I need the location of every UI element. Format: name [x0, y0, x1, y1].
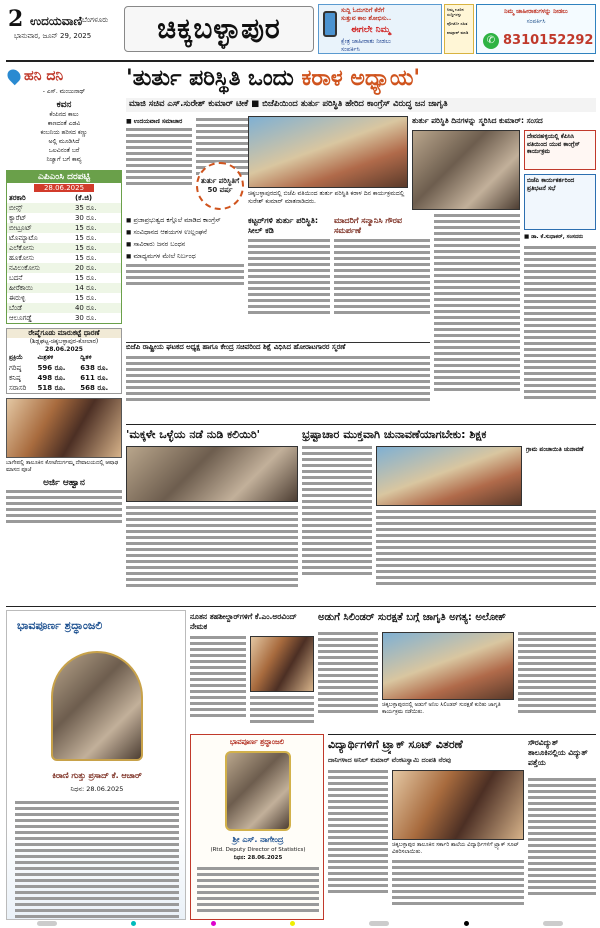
paper-name: ಉದಯವಾಣಿ: [30, 14, 83, 28]
rate-item: ಕ್ಯಾರೆಟ್: [9, 213, 27, 222]
lead-photo: [248, 116, 408, 188]
bullet-text: ಪ್ರಜಾಪ್ರಭುತ್ವದ ಕಗ್ಗೊಲೆ ಮಾಡಿದ ಕಾಂಗ್ರೆಸ್: [133, 216, 221, 224]
rate-item: ಬೀನ್ಸ್: [9, 203, 23, 212]
phone-graphic-icon: [323, 11, 337, 37]
row4-sub: ದಾನಿಗಳಾದ ಅನಿಲ್ ಕುಮಾರ್ ವೆಂಕಟಸ್ವಾಮಿ ದಂಪತಿ ನೆರವು: [328, 756, 452, 764]
brand-row: [6, 66, 122, 88]
reg-mark-icon: [211, 921, 216, 926]
obit2-text: [197, 867, 319, 915]
silk-row-name: ಕನಿಷ್ಠ: [9, 373, 21, 382]
row2-left-head: 'ಮಕ್ಕಳೇ ಒಳ್ಳೆಯ ನಡೆ ನುಡಿ ಕಲಿಯಿರಿ': [126, 428, 261, 441]
rate-price: 15 ರೂ.: [74, 233, 97, 242]
headline-part-b: ಕರಾಳ ಅಧ್ಯಾಯ': [301, 66, 421, 91]
brand-title: ಹನಿ ದನಿ: [24, 68, 64, 84]
lead-bottom-strip: ಬಿಜೆಪಿ ರಾಷ್ಟ್ರೀಯ ಘಟಕದ ಅಧ್ಯಕ್ಷ ಹಾಗೂ ಕೇಂದ್ರ ಸಚಿವರಿಂದ ಶಿಕ್ಷೆ ವಿಧಿಸಿದ ಹೋರಾಟಗಾರರ ಸ್ಮರಣೆ: [126, 342, 430, 354]
silk-table: [7, 353, 121, 393]
silk-date: 28.06.2025: [45, 346, 83, 353]
rate-item: ಆಲೂಗಡ್ಡೆ: [9, 313, 32, 322]
row4-side-text: [528, 778, 596, 920]
row3-col-text-2: [250, 696, 314, 732]
masthead-ad-2: [444, 4, 474, 54]
reg-mark-icon: [290, 921, 295, 926]
row2-left-text: [126, 506, 298, 602]
poem-line: ಅಲ್ಲಿ ಮೂಡಿಸಿದೆ: [48, 138, 80, 145]
silk-row-name: ಗರಿಷ್ಠ: [9, 363, 22, 372]
reg-mark-icon: [543, 921, 563, 926]
right-box2: [524, 174, 596, 230]
silk-head: ಮಿಶ್ರತಳಿ: [37, 354, 54, 361]
rate-head-item: ತರಕಾರಿ: [9, 193, 26, 202]
masthead-rule: [6, 60, 594, 62]
poem-title: ಕವನ: [56, 100, 72, 110]
lead-headline: [126, 66, 596, 96]
obit1-date: ನಿಧನ: 28.06.2025: [70, 785, 124, 793]
badge-text: ತುರ್ತು ಪರಿಸ್ಥಿತಿಗೆ 50 ವರ್ಷ: [200, 177, 240, 194]
obit1-text: [15, 801, 179, 921]
rate-price: 15 ರೂ.: [74, 273, 97, 282]
inset1-head: ಕಟ್ಟರ್‌ಗಳಿ ತುರ್ತು ಪರಿಸ್ಥಿತಿ: ಸೀಲ್ ಕಡಿ: [248, 216, 319, 235]
row3-main-text-2: [518, 632, 596, 730]
brand-sub: - ಎಸ್. ಮಂಜುನಾಥ್: [42, 88, 86, 95]
right-text: [434, 214, 520, 420]
ad1-line: ಸಂಪರ್ಕಿಸಿ: [341, 46, 360, 53]
lead-badge: [196, 162, 244, 210]
obit2-name: ಶ್ರೀ ಎಸ್. ನಾಗೇಂದ್ರ: [232, 835, 284, 844]
ad1-line: ಈಗಲೇ ನಿಮ್ಮ: [351, 25, 391, 35]
masthead: [0, 0, 600, 66]
rate-item: ಬೆಂಡೆ: [9, 303, 22, 312]
poem-line: ಕಾಣದಂತೆ ಎಡವಿ: [47, 120, 81, 127]
obit2: [190, 734, 324, 920]
rate-price: 14 ರೂ.: [74, 283, 97, 292]
lead-bullets: [126, 216, 244, 328]
poem-line: ಕೆಂಪಿನದ ಕಾಲು: [49, 111, 79, 118]
rate-price: 15 ರೂ.: [74, 243, 97, 252]
silk-row-name: ಸರಾಸರಿ: [9, 383, 27, 392]
ad2-line: ನಿಮ್ಮ ಊರಿನ ಸುದ್ದಿಗಳನ್ನು: [447, 7, 464, 17]
right-photo: [412, 130, 520, 210]
row3-main-head: ಅಡುಗೆ ಸಿಲಿಂಡರ್ ಸುರಕ್ಷತೆ ಬಗ್ಗೆ ಜಾಗೃತಿ ಅಗತ್ಯ: ಅಲೋಕ್: [318, 612, 506, 623]
bullet-text: ಸಾವಿರಾರು ಜನರ ಬಂಧನ: [133, 240, 186, 248]
row3-main-photo: [382, 632, 514, 700]
ad3-line: ಸಂಪರ್ಕಿಸಿ: [526, 18, 546, 25]
phone-number: 8310152292: [503, 33, 594, 48]
silk-head: ಪ್ರಕ್ರಿಯೆ: [9, 354, 23, 361]
rate-title: ಎಪಿಎಂಸಿ ದರಪಟ್ಟಿ: [7, 171, 121, 183]
left-column: [6, 66, 122, 606]
rate-price: 20 ರೂ.: [74, 263, 97, 272]
obit2-portrait: [225, 751, 291, 831]
obit1-title: ಭಾವಪೂರ್ಣ ಶ್ರದ್ಧಾಂಜಲಿ: [17, 619, 103, 632]
right-byline: ■ ಡಾ. ಕೆ.ಸುಧಾಕರ್, ಸಂಸದರು: [524, 234, 584, 240]
registration-marks: [0, 918, 600, 928]
rate-price: 15 ರೂ.: [74, 223, 97, 232]
bullet: ◼ ಪ್ರಜಾಪ್ರಭುತ್ವದ ಕಗ್ಗೊಲೆ ಮಾಡಿದ ಕಾಂಗ್ರೆಸ್: [126, 216, 221, 224]
right-headline: ತುರ್ತು ಪರಿಸ್ಥಿತಿ ದಿನಗಳನ್ನು ಸ್ಮರಿಸಿದ ಕುಮಾರ್: ಸಂಸದ: [412, 116, 543, 125]
headline-part-a: 'ತುರ್ತು ಪರಿಸ್ಥಿತಿ ಒಂದು: [126, 66, 302, 91]
rate-price: 30 ರೂ.: [74, 213, 97, 222]
lead-bottom-text: [126, 356, 430, 422]
right-box2-text: ಬಿಜೆಪಿ ಕಾರ್ಯಕರ್ತರಿಂದ ಪ್ರತಿಭಟನೆ ಸಭೆ: [527, 177, 575, 192]
lead-subhead: ಮಾಜಿ ಸಚಿವ ಎಸ್.ಸುರೇಶ್ ಕುಮಾರ್ ಟೀಕೆ ■ ಬಿಜೆಪಿಯಿಂದ ತುರ್ತು ಪರಿಸ್ಥಿತಿ ಹೇರಿದ ಕಾಂಗ್ರೆಸ್ ವಿರುದ್ಧ ಜನ ಜಾಗೃತಿ: [126, 98, 596, 112]
rate-table: [7, 193, 121, 323]
masthead-ad-1: [318, 4, 442, 54]
page-number: 2: [8, 6, 24, 32]
rate-item: ಟೊಮ್ಯಾಟೊ: [9, 233, 38, 242]
ad3-line: ನಿಮ್ಮ ಜಾಹೀರಾತುಗಳನ್ನು ನೀಡಲು: [504, 8, 568, 15]
silk-box: [6, 328, 122, 394]
obit2-role: (Rtd. Deputy Director of Statistics): [210, 847, 306, 853]
ad2-line: ಫೋಟೋ ಸಹಿತ: [447, 21, 468, 26]
poem-line: ನಿಜ್ವಾಗೆ ಬಗೆ ಕಾವ್ಯ: [46, 156, 82, 163]
district-title: ಚಿಕ್ಕಬಳ್ಳಾಪುರ: [157, 12, 281, 45]
silk-val: 498 ರೂ.: [37, 373, 66, 382]
obit2-title: ಭಾವಪೂರ್ಣ ಶ್ರದ್ಧಾಂಜಲಿ: [229, 738, 285, 746]
row3-col-head: ನೂತನ ತಹಶೀಲ್ದಾರ್‌ಗಳಿಗೆ ಕೆ.ಎಂ.ಅರವಿಂದ್ ನೇಮಕ: [190, 612, 297, 631]
silk-sub: (ಶಿಡ್ಲಘಟ್ಟ-ಚಿಕ್ಕಬಳ್ಳಾಪುರ-ಕೋಲಾರ): [29, 338, 99, 345]
rate-price: 15 ರೂ.: [74, 253, 97, 262]
date: ಭಾನುವಾರ, ಜೂನ್ 29, 2025: [14, 32, 92, 40]
silk-val: 596 ರೂ.: [37, 363, 66, 372]
rate-item: ಬದನೆ: [9, 273, 23, 282]
whatsapp-icon: ✆: [483, 33, 499, 49]
silk-val: 638 ರೂ.: [80, 363, 109, 372]
lead-photo-caption: ಚಿಕ್ಕಬಳ್ಳಾಪುರದಲ್ಲಿ ಬಿಜೆಪಿ ವತಿಯಿಂದ ತುರ್ತು ಪರಿಸ್ಥಿತಿ ಕರಾಳ ದಿನ ಕಾರ್ಯಕ್ರಮದಲ್ಲಿ ಸುರೇಶ್ ಕುಮಾರ್ ಮಾತನಾಡಿದರು.: [248, 190, 405, 205]
row2-right-head: ಭ್ರಷ್ಟಾಚಾರ ಮುಕ್ತವಾಗಿ ಚುನಾವಣೆಯಾಗಬೇಕು: ಶಿಕ್ಷಕ: [302, 428, 487, 441]
drop-icon: [5, 67, 23, 85]
inset1: [248, 216, 330, 340]
silk-val: 568 ರೂ.: [80, 383, 109, 392]
rate-item: ಹೂಕೋಸು: [9, 253, 35, 262]
bullet: ◼ ಸಾವಿರಾರು ಜನರ ಬಂಧನ: [126, 240, 186, 248]
row2-right-col-head: ಗ್ರಾಮ ಪಂಚಾಯಿತಿ ಚುನಾವಣೆ: [526, 446, 584, 453]
reg-mark-icon: [369, 921, 389, 926]
silk-head: ದ್ವಿತಳಿ: [80, 354, 92, 361]
ad1-line: ಕ್ಷೇತ್ರ ಜಾಹೀರಾತು ನೀಡಲು: [341, 38, 391, 45]
inset2: [334, 216, 430, 340]
rate-date: 28.06.2025: [34, 184, 94, 192]
rate-item: ನವಿಲುಕೋಸು: [9, 263, 41, 272]
row3-main-text: [318, 632, 378, 730]
reg-mark-icon: [131, 921, 136, 926]
text-lines: [6, 490, 122, 523]
obit1: [6, 610, 186, 920]
row4-photo: [392, 770, 524, 840]
reg-mark-icon: [37, 921, 57, 926]
bullet-text: ಸಂವಿಧಾನದ ಆಶಯಗಳ ಉಲ್ಲಂಘನೆ: [133, 228, 207, 236]
poem-line: ಒಲವಿನಂತೆ ಬರೆ: [48, 147, 80, 154]
row4-text-2: [392, 860, 524, 920]
row2-right-text-2: [376, 510, 596, 602]
poll-title: ಅರ್ಜಿ ಆಹ್ವಾನ: [43, 478, 85, 488]
temple-photo: [6, 398, 122, 458]
rate-price: 35 ರೂ.: [74, 203, 97, 212]
rate-head-unit: (ಕೆ.ಜಿ): [74, 193, 93, 202]
rate-item: ಎಲೆಕೋಸು: [9, 243, 35, 252]
silk-val: 611 ರೂ.: [80, 373, 109, 382]
rate-box: [6, 170, 122, 324]
ad1-line: ಸುತ್ತುವ ಕಾಲ ಶೋಭಿಸು..: [341, 15, 392, 22]
obit1-portrait: [51, 651, 143, 761]
rate-price: 15 ರೂ.: [74, 293, 97, 302]
district-banner: [124, 6, 314, 52]
row3-main-caption: ಚಿಕ್ಕಬಳ್ಳಾಪುರದಲ್ಲಿ ಅಡುಗೆ ಅನಿಲ ಸಿಲಿಂಡರ್ ಸುರಕ್ಷತೆ ಕುರಿತು ಜಾಗೃತಿ ಕಾರ್ಯಕ್ರಮ ನಡೆಯಿತು.: [382, 702, 501, 715]
silk-title: ರೇಷ್ಮೆಗೂಡು ಮಾರುಕಟ್ಟೆ ಧಾರಣೆ: [7, 329, 121, 338]
temple-caption: ಬಾಗೇಪಲ್ಲಿ ತಾಲೂಕಿನ ಕೋಟೆದುರ್ಗಮ್ಮ ದೇವಾಲಯದಲ್ಲಿ ಆಷಾಢ ಮಾಸದ ಪೂಜೆ: [6, 460, 119, 473]
row4-head: ವಿದ್ಯಾರ್ಥಿಗಳಿಗೆ ಟ್ರ್ಯಾಕ್ ಸೂಟ್ ವಿತರಣೆ: [328, 738, 463, 751]
row4-text: [328, 770, 388, 920]
dateline: ■ ಉದಯವಾಣಿ ಸಮಾಚಾರ: [126, 118, 183, 125]
rate-item: ಬೀಟ್ರೂಟ್: [9, 223, 32, 232]
row3-rule: [6, 606, 596, 607]
row4-rule: [328, 734, 596, 735]
bullet: ◼ ಸಂವಿಧಾನದ ಆಶಯಗಳ ಉಲ್ಲಂಘನೆ: [126, 228, 207, 236]
row3-col-photo: [250, 636, 314, 692]
bullet: ◼ ಮಾಧ್ಯಮಗಳ ಮೇಲೆ ನಿರ್ಬಂಧ: [126, 252, 196, 260]
row3-col-text: [190, 636, 246, 732]
right-box1-text: ದೇವನಹಳ್ಳಿಯಲ್ಲಿ ಕೆಪಿಸಿಸಿ ವತಿಯಿಂದ ಯುವ ಕಾಂಗ್ರೆಸ್ ಕಾರ್ಯಕ್ರಮ: [527, 133, 580, 155]
rate-price: 40 ರೂ.: [74, 303, 97, 312]
inset2-head: ಮಾದರಿಗೆ ಸನ್ಮಾನಿಸಿ ಗೌರವ ಸಮರ್ಪಣೆ: [334, 216, 403, 235]
lead-body-col1: [126, 118, 192, 188]
rate-item: ಈರುಳ್ಳಿ: [9, 293, 26, 302]
silk-val: 518 ರೂ.: [37, 383, 66, 392]
row2-rule: [126, 424, 596, 425]
edition: ಬೆಂಗಳೂರು: [82, 16, 109, 24]
poem-line: ಕಂಬನಿಯ ಹರಿಸದ ಕಣ್ಣು: [40, 129, 88, 136]
row4-side-head: ಸೌರವಿದ್ಯುತ್ ತಾಲೂಕಿನಲ್ಲಿಯ ವಿದ್ಯುತ್ ಪತ್ತೆಯ: [528, 738, 588, 767]
right-box1: [524, 130, 596, 170]
row2-right-photo: [376, 446, 522, 506]
ad2-line: ವಾಟ್ಸಾಪ್ ಮಾಡಿ: [447, 30, 469, 35]
ad1-line: ಸುದ್ದಿ ಓದುಗರಿಗೆ ಕೆರೆಗೆ: [341, 7, 385, 14]
bullet-text: ಮಾಧ್ಯಮಗಳ ಮೇಲೆ ನಿರ್ಬಂಧ: [133, 252, 196, 260]
masthead-ad-3: [476, 4, 596, 54]
row2-right-text: [302, 446, 372, 602]
reg-mark-icon: [464, 921, 469, 926]
row4-caption: ಚಿಕ್ಕಬಳ್ಳಾಪುರ ತಾಲೂಕಿನ ಸರ್ಕಾರಿ ಶಾಲೆಯ ವಿದ್ಯಾರ್ಥಿಗಳಿಗೆ ಟ್ರ್ಯಾಕ್ ಸೂಟ್ ವಿತರಿಸಲಾಯಿತು.: [392, 842, 519, 855]
obit1-name: ಕಿರಾಣಿ ಗುತ್ತು ಪ್ರಸಾದ್ ಕೆ. ಆಚಾರ್: [52, 771, 142, 780]
poem: [6, 110, 122, 164]
rate-item: ಹೀರೆಕಾಯಿ: [9, 283, 33, 292]
obit2-date: ನಿಧನ: 28.06.2025: [233, 855, 283, 861]
rate-price: 30 ರೂ.: [74, 313, 97, 322]
right-text-2: [524, 246, 596, 422]
row2-left-photo: [126, 446, 298, 502]
